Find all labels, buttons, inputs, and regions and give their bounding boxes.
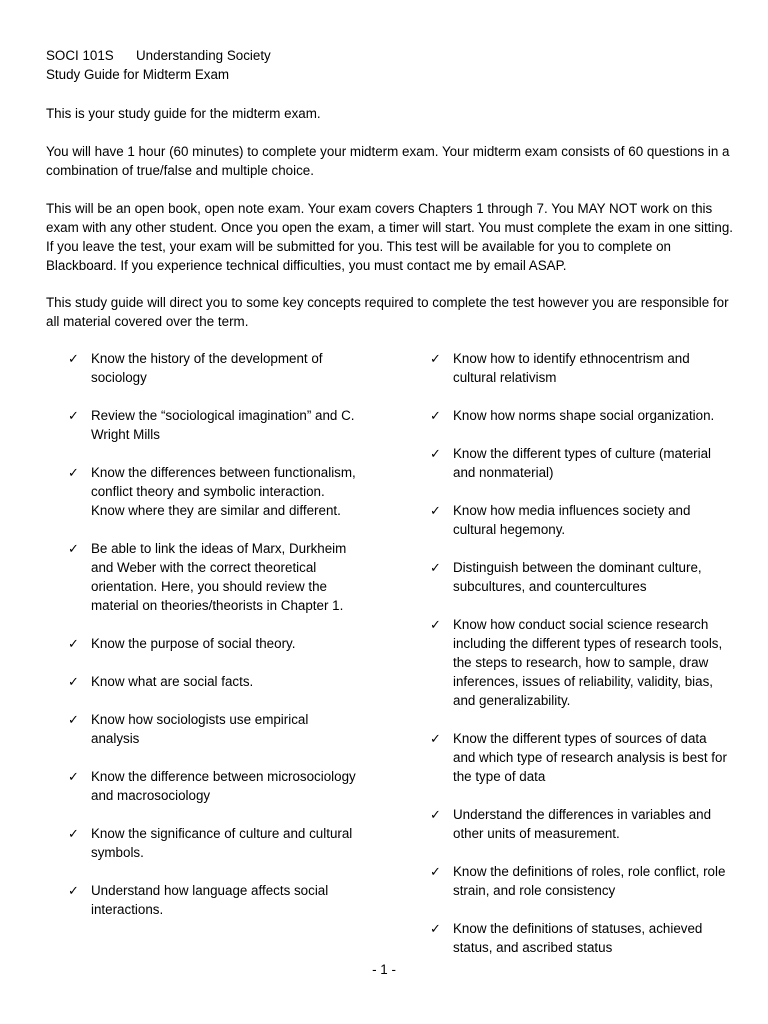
list-item — [68, 539, 358, 615]
list-item — [68, 767, 358, 805]
document-title: Study Guide for Midterm Exam — [46, 67, 230, 82]
list-item-text: Understand the differences in variables and other units of measurement. — [453, 807, 712, 841]
checkmark-icon: ✓ — [68, 408, 79, 423]
list-item-text: Know the purpose of social theory. — [91, 636, 296, 651]
course-code: SOCI 101S — [46, 48, 114, 63]
study-guide-paragraph: This study guide will direct you to some key concepts required to complete the test however you are responsible for all material covered over the term. — [46, 295, 729, 329]
checkmark-icon: ✓ — [68, 636, 79, 651]
document-header — [46, 46, 726, 84]
list-item-text: Know the differences between functionalism, conflict theory and symbolic interaction. Know where they are similar and different. — [91, 465, 356, 518]
list-item-text: Know how to identify ethnocentrism and cultural relativism — [453, 351, 690, 385]
list-item — [430, 501, 730, 539]
list-item — [430, 406, 730, 425]
checkmark-icon: ✓ — [430, 408, 441, 423]
list-item-text: Know how norms shape social organization. — [453, 408, 715, 423]
list-item — [68, 824, 358, 862]
checkmark-icon: ✓ — [430, 617, 441, 632]
list-item-text: Know the definitions of roles, role conflict, role strain, and role consistency — [453, 864, 726, 898]
list-item-text: Know the history of the development of sociology — [91, 351, 323, 385]
course-name: Understanding Society — [136, 48, 271, 63]
checkmark-icon: ✓ — [68, 826, 79, 841]
list-item — [430, 349, 730, 387]
list-item — [68, 710, 358, 748]
checkmark-icon: ✓ — [68, 712, 79, 727]
list-item — [430, 919, 730, 957]
intro-paragraph: This is your study guide for the midterm exam. — [46, 106, 321, 121]
checkmark-icon: ✓ — [68, 541, 79, 556]
list-item — [68, 349, 358, 387]
list-item-text: Know the different types of sources of data and which type of research analysis is best for the type of data — [453, 731, 727, 784]
list-item — [68, 406, 358, 444]
page-number: - 1 - — [372, 962, 396, 977]
list-item-text: Know the significance of culture and cultural symbols. — [91, 826, 353, 860]
exam-info-paragraph: You will have 1 hour (60 minutes) to complete your midterm exam. Your midterm exam consists of 60 questions in a combination of true/false and multiple choice. — [46, 144, 730, 178]
list-item-text: Know the different types of culture (material and nonmaterial) — [453, 446, 712, 480]
list-item — [68, 463, 358, 520]
course-line — [46, 46, 726, 65]
checkmark-icon: ✓ — [430, 446, 441, 461]
list-item — [430, 805, 730, 843]
list-item-text: Know how media influences society and cultural hegemony. — [453, 503, 691, 537]
checkmark-icon: ✓ — [68, 465, 79, 480]
list-item — [68, 672, 358, 691]
list-item-text: Understand how language affects social interactions. — [91, 883, 329, 917]
checkmark-icon: ✓ — [430, 351, 441, 366]
checkmark-icon: ✓ — [430, 807, 441, 822]
list-item-text: Distinguish between the dominant culture, subcultures, and countercultures — [453, 560, 702, 594]
checkmark-icon: ✓ — [68, 883, 79, 898]
list-item — [68, 634, 358, 653]
list-item-text: Be able to link the ideas of Marx, Durkheim and Weber with the correct theoretical orientation. Here, you should review the material on theories/theorists in Chapter 1. — [91, 541, 347, 613]
checkmark-icon: ✓ — [430, 503, 441, 518]
right-checklist — [430, 349, 730, 976]
checkmark-icon: ✓ — [68, 769, 79, 784]
checkmark-icon: ✓ — [430, 731, 441, 746]
list-item-text: Know how conduct social science research including the different types of research tools, the steps to research, how to sample, draw inferences, issues of reliability, validity, bias, and generalizability. — [453, 617, 723, 708]
list-item-text: Know the definitions of statuses, achieved status, and ascribed status — [453, 921, 703, 955]
list-item-text: Review the “sociological imagination” and C. Wright Mills — [91, 408, 355, 442]
list-item — [430, 444, 730, 482]
checkmark-icon: ✓ — [430, 921, 441, 936]
list-item — [430, 558, 730, 596]
list-item-text: Know what are social facts. — [91, 674, 254, 689]
list-item-text: Know how sociologists use empirical analysis — [91, 712, 309, 746]
checkmark-icon: ✓ — [430, 864, 441, 879]
left-checklist — [68, 349, 358, 938]
checkmark-icon: ✓ — [68, 351, 79, 366]
list-item-text: Know the difference between microsociology and macrosociology — [91, 769, 356, 803]
list-item — [430, 729, 730, 786]
exam-rules-paragraph: This will be an open book, open note exam. Your exam covers Chapters 1 through 7. You MAY NOT work on this exam with any other student. Once you open the exam, a timer will start. You must complete the exam in one sitting. If you leave the test, your exam will be submitted for you. This test will be available for you to complete on Blackboard. If you experience technical difficulties, you must contact me by email ASAP. — [46, 201, 733, 273]
list-item — [68, 881, 358, 919]
checkmark-icon: ✓ — [68, 674, 79, 689]
list-item — [430, 862, 730, 900]
list-item — [430, 615, 730, 710]
checkmark-icon: ✓ — [430, 560, 441, 575]
